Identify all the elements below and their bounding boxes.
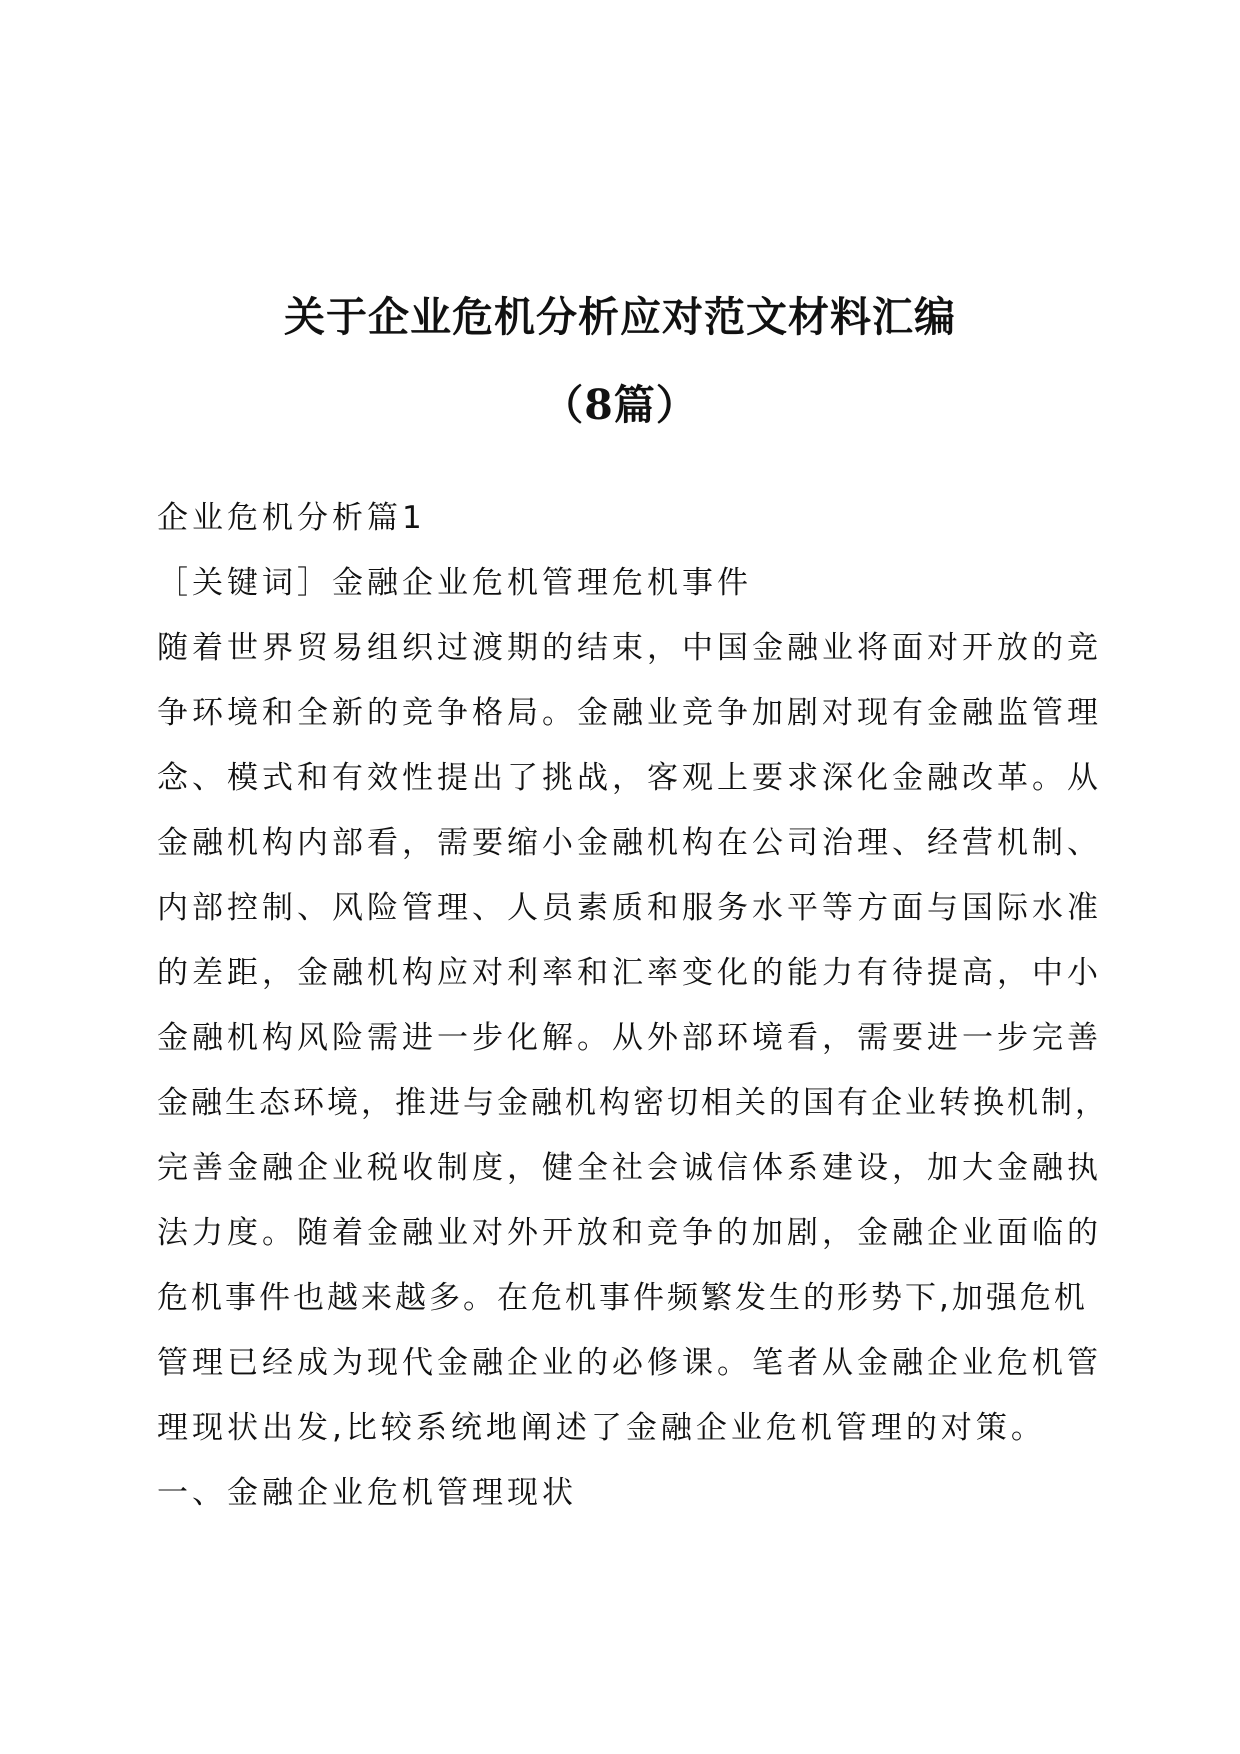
section-heading: 企业危机分析篇1 [157, 500, 426, 536]
keywords-line: ［关键词］金融企业危机管理危机事件 [157, 565, 752, 601]
paragraph-line: 金融机构风险需进一步化解。从外部环境看，需要进一步完善 [157, 1020, 1102, 1056]
paragraph-line: 管理已经成为现代金融企业的必修课。笔者从金融企业危机管 [157, 1345, 1102, 1381]
section-heading: 一、金融企业危机管理现状 [157, 1475, 577, 1511]
paragraph-line: 金融生态环境，推进与金融机构密切相关的国有企业转换机制， [157, 1085, 1109, 1121]
paragraph-line: 随着世界贸易组织过渡期的结束，中国金融业将面对开放的竞 [157, 630, 1102, 666]
paragraph-line: 危机事件也越来越多。在危机事件频繁发生的形势下,加强危机 [157, 1280, 1088, 1316]
paragraph-line: 争环境和全新的竞争格局。金融业竞争加剧对现有金融监管理 [157, 695, 1102, 731]
paragraph-line: 的差距，金融机构应对利率和汇率变化的能力有待提高，中小 [157, 955, 1102, 991]
paragraph-line: 金融机构内部看，需要缩小金融机构在公司治理、经营机制、 [157, 825, 1102, 861]
paragraph-line: 念、模式和有效性提出了挑战，客观上要求深化金融改革。从 [157, 760, 1102, 796]
paragraph-line: 法力度。随着金融业对外开放和竞争的加剧，金融企业面临的 [157, 1215, 1102, 1251]
document-title: 关于企业危机分析应对范文材料汇编 [284, 293, 956, 341]
document-body [157, 486, 1109, 1526]
paragraph-line: 完善金融企业税收制度，健全社会诚信体系建设，加大金融执 [157, 1150, 1102, 1186]
paragraph-line: 理现状出发,比较系统地阐述了金融企业危机管理的对策。 [157, 1410, 1046, 1446]
paragraph-line: 内部控制、风险管理、人员素质和服务水平等方面与国际水准 [157, 890, 1102, 926]
document-subtitle: （8篇） [542, 381, 698, 429]
